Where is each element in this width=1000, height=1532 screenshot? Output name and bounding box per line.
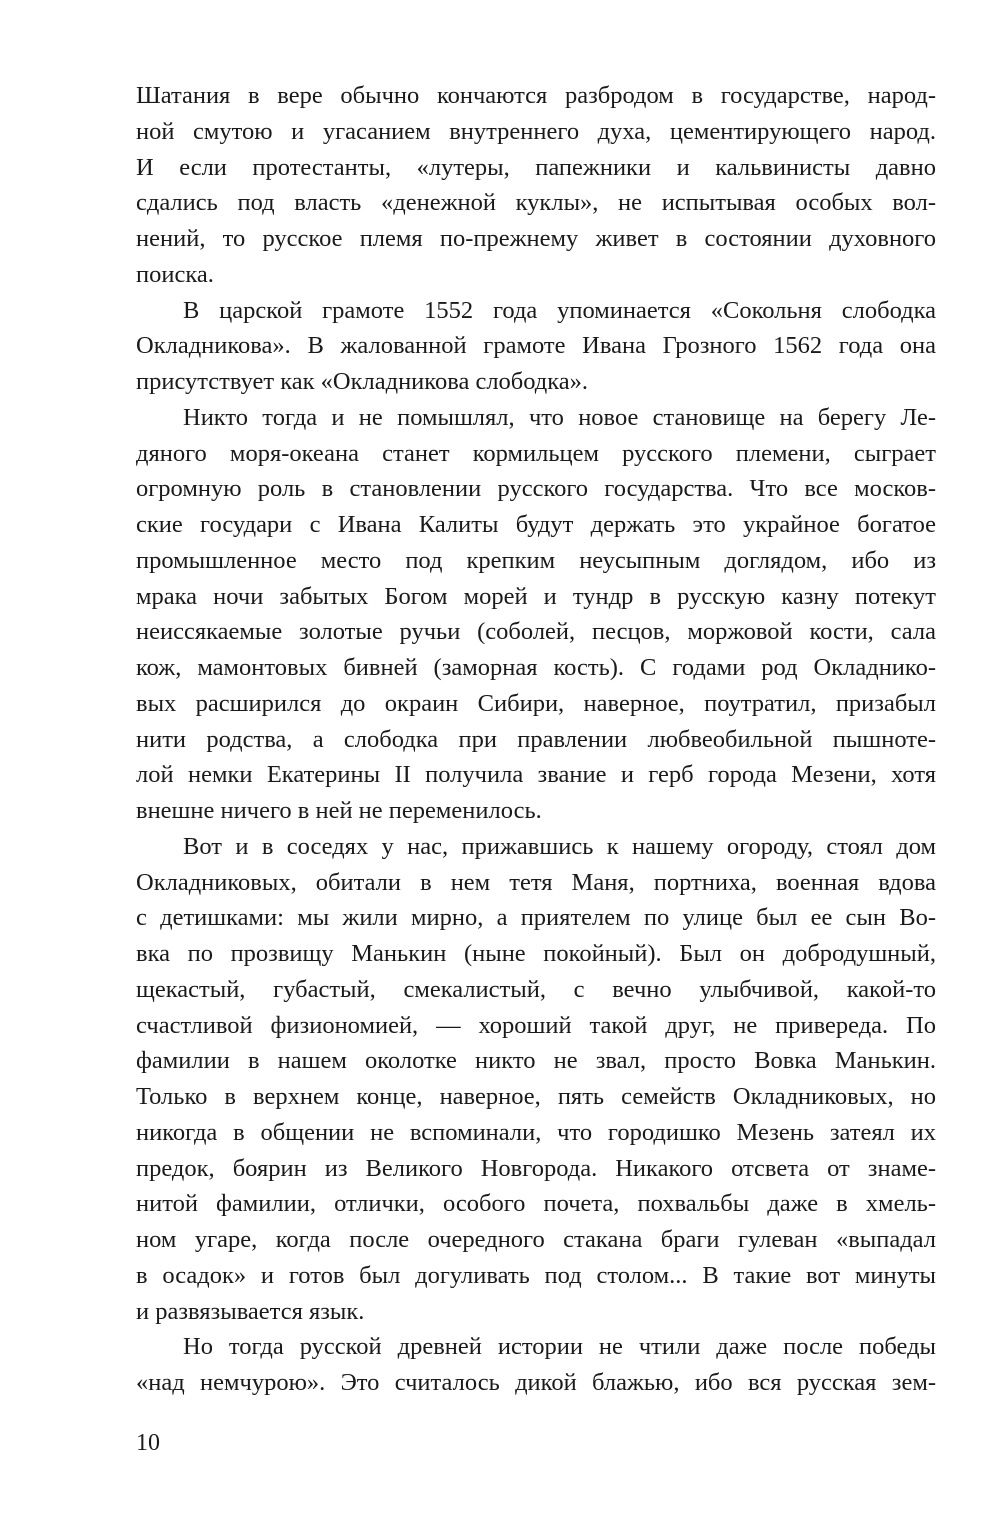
text-line: ном угаре, когда после очередного стакана браги гулеван «выпадал [136, 1226, 936, 1253]
text-line: поиска. [136, 260, 214, 288]
paragraph-5 [136, 1329, 936, 1401]
paragraph-4 [136, 829, 936, 1330]
paragraph-2 [136, 293, 936, 400]
text-line: огромную роль в становлении русского государства. Что все москов- [136, 475, 936, 503]
text-line: ной смутою и угасанием внутреннего духа, цементирующего народ. [136, 117, 936, 145]
text-line: нити родства, а слободка при правлении любвеобильной пышноте- [136, 725, 936, 753]
text-line: лой немки Екатерины II получила звание и герб города Мезени, хотя [136, 761, 936, 789]
text-line: нений, то русское племя по-прежнему живет в состоянии духовного [136, 225, 936, 252]
text-line: Вот и в соседях у нас, прижавшись к нашему огороду, стоял дом [183, 832, 936, 860]
text-line: присутствует как «Окладникова слободка». [136, 368, 589, 395]
page-number: 10 [136, 1430, 160, 1456]
text-line: кож, мамонтовых бивней (заморная кость). С годами род Окладнико- [136, 654, 936, 681]
text-line: Но тогда русской древней истории не чтили даже после победы [183, 1333, 936, 1361]
text-line: промышленное место под крепким неусыпным доглядом, ибо из [136, 546, 936, 574]
text-line: нитой фамилии, отлички, особого почета, похвальбы даже в хмель- [136, 1190, 936, 1218]
text-line: Только в верхнем конце, наверное, пять семейств Окладниковых, но [136, 1083, 936, 1110]
text-line: сдались под власть «денежной куклы», не испытывая особых вол- [136, 189, 936, 217]
text-line: щекастый, губастый, смекалистый, с вечно улыбчивой, какой-то [136, 975, 936, 1003]
text-line: ские государи с Ивана Калиты будут держать это украйное богатое [136, 511, 936, 538]
text-line: Окладниковых, обитали в нем тетя Маня, портниха, военная вдова [136, 868, 936, 896]
text-line: В царской грамоте 1552 года упоминается «Сокольня слободка [183, 296, 936, 324]
text-line: дяного моря-океана станет кормильцем русского племени, сыграет [136, 439, 936, 467]
body-text [136, 78, 936, 1401]
text-line: вка по прозвищу Манькин (ныне покойный). Был он добродушный, [136, 940, 936, 967]
text-line: Никто тогда и не помышлял, что новое становище на берегу Ле- [183, 403, 936, 431]
paragraph-3 [136, 400, 936, 829]
text-line: фамилии в нашем околотке никто не звал, просто Вовка Манькин. [136, 1047, 936, 1075]
text-line: мрака ночи забытых Богом морей и тундр в русскую казну потекут [136, 582, 936, 610]
text-line: и развязывается язык. [136, 1297, 365, 1325]
text-line: неиссякаемые золотые ручьи (соболей, песцов, моржовой кости, сала [136, 618, 936, 646]
text-line: вых расширился до окраин Сибири, наверное, поутратил, призабыл [136, 689, 936, 717]
text-line: никогда в общении не вспоминали, что городишко Мезень затеял их [136, 1118, 936, 1146]
text-line: счастливой физиономией, — хороший такой друг, не привереда. По [136, 1011, 936, 1039]
text-line: с детишками: мы жили мирно, а приятелем по улице был ее сын Во- [136, 904, 936, 932]
text-line: в осадок» и готов был догуливать под столом... В такие вот минуты [136, 1261, 936, 1289]
text-line: Окладникова». В жалованной грамоте Ивана Грозного 1562 года она [136, 332, 936, 360]
text-line: И если протестанты, «лутеры, папежники и кальвинисты давно [136, 153, 936, 181]
text-line: Шатания в вере обычно кончаются разбродом в государстве, народ- [136, 82, 936, 109]
paragraph-1 [136, 78, 936, 293]
text-line: предок, боярин из Великого Новгорода. Никакого отсвета от знаме- [136, 1154, 936, 1182]
text-line: «над немчурою». Это считалось дикой блажью, ибо вся русская зем- [136, 1369, 936, 1396]
text-line: внешне ничего в ней не переменилось. [136, 797, 542, 824]
